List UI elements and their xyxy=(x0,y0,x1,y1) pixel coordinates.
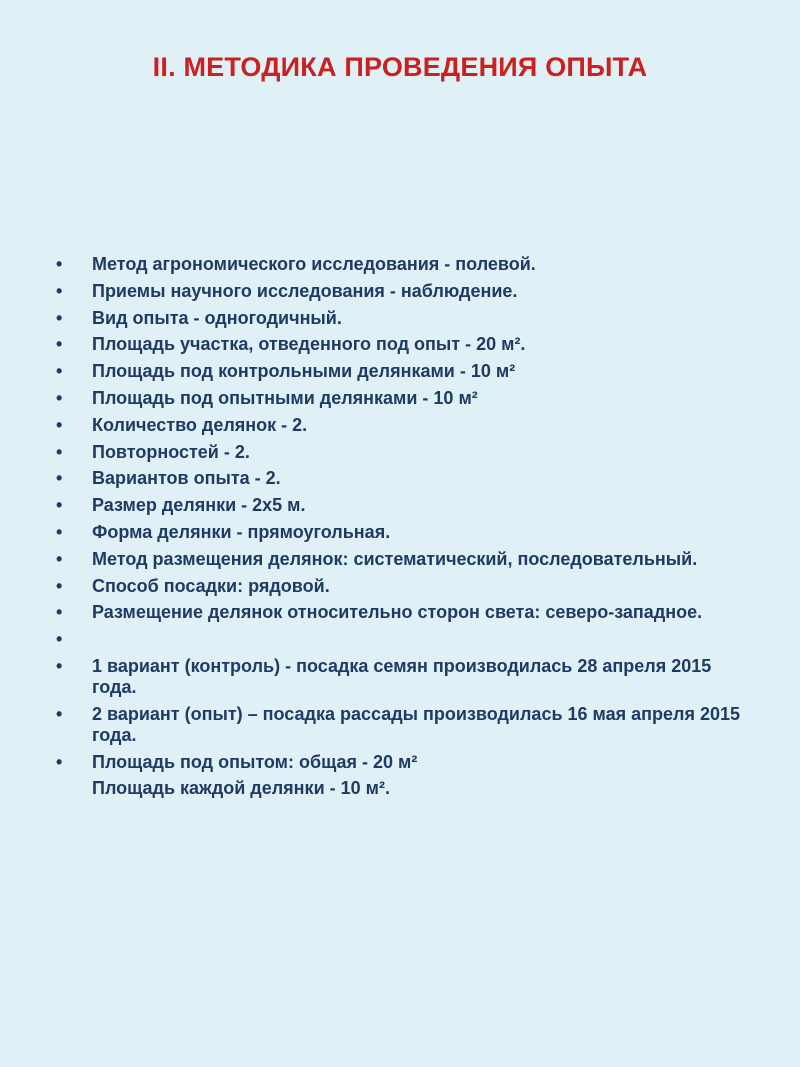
bullet-icon: • xyxy=(56,521,63,542)
list-item-text: Способ посадки: рядовой. xyxy=(92,575,330,596)
list-item xyxy=(56,361,756,382)
bullet-list xyxy=(56,254,756,805)
list-item-text: Вариантов опыта - 2. xyxy=(92,468,281,489)
list-item xyxy=(56,778,756,799)
list-item-text: Форма делянки - прямоугольная. xyxy=(92,521,391,542)
bullet-icon: • xyxy=(56,414,63,435)
bullet-icon: • xyxy=(56,254,63,274)
bullet-icon: • xyxy=(56,548,63,569)
bullet-icon: • xyxy=(56,280,63,301)
bullet-icon: • xyxy=(56,495,63,516)
bullet-icon: • xyxy=(56,361,63,382)
list-item xyxy=(56,629,756,650)
list-item-text: Площадь под опытом: общая - 20 м² xyxy=(92,751,418,772)
list-item-text: Площадь участка, отведенного под опыт - 20 м². xyxy=(92,334,526,355)
bullet-icon: • xyxy=(56,703,63,724)
list-item xyxy=(56,576,756,597)
list-item xyxy=(56,442,756,463)
bullet-icon: • xyxy=(56,387,63,408)
list-item-text: Площадь под контрольными делянками - 10 м² xyxy=(92,361,516,382)
list-item-text: Метод агрономического исследования - полевой. xyxy=(92,254,536,274)
list-item xyxy=(56,549,756,570)
list-item xyxy=(56,334,756,355)
list-item xyxy=(56,656,756,698)
list-item-text: Размещение делянок относительно сторон света: северо-западное. xyxy=(92,602,703,623)
list-item-text: Повторностей - 2. xyxy=(92,441,250,462)
list-item-text: 2 вариант (опыт) – посадка рассады производилась 16 мая апреля 2015 года. xyxy=(92,703,740,745)
bullet-icon: • xyxy=(56,751,63,772)
bullet-icon: • xyxy=(56,575,63,596)
list-item-text: Количество делянок - 2. xyxy=(92,414,308,435)
list-item xyxy=(56,281,756,302)
list-item-text: Площадь каждой делянки - 10 м². xyxy=(92,778,390,799)
bullet-icon: • xyxy=(56,468,63,489)
list-item xyxy=(56,602,756,623)
list-item-text: Приемы научного исследования - наблюдение. xyxy=(92,280,518,301)
bullet-icon: • xyxy=(56,602,63,623)
bullet-icon: • xyxy=(56,307,63,328)
bullet-icon: • xyxy=(56,655,63,676)
list-item-text: Вид опыта - одногодичный. xyxy=(92,307,342,328)
list-item xyxy=(56,468,756,489)
slide-title: II. МЕТОДИКА ПРОВЕДЕНИЯ ОПЫТА xyxy=(152,52,648,82)
list-item xyxy=(56,522,756,543)
bullet-icon: • xyxy=(56,441,63,462)
list-item xyxy=(56,752,756,773)
list-item xyxy=(56,704,756,746)
list-item xyxy=(56,308,756,329)
bullet-icon: • xyxy=(56,334,63,355)
list-item-text: Размер делянки - 2х5 м. xyxy=(92,495,306,516)
list-item xyxy=(56,495,756,516)
list-item xyxy=(56,415,756,436)
list-item-text: Метод размещения делянок: систематический, последовательный. xyxy=(92,548,698,569)
list-item xyxy=(56,254,756,275)
bullet-icon: • xyxy=(56,629,63,650)
list-item-text: 1 вариант (контроль) - посадка семян производилась 28 апреля 2015 года. xyxy=(92,655,712,697)
list-item xyxy=(56,388,756,409)
list-item-text: Площадь под опытными делянками - 10 м² xyxy=(92,387,478,408)
